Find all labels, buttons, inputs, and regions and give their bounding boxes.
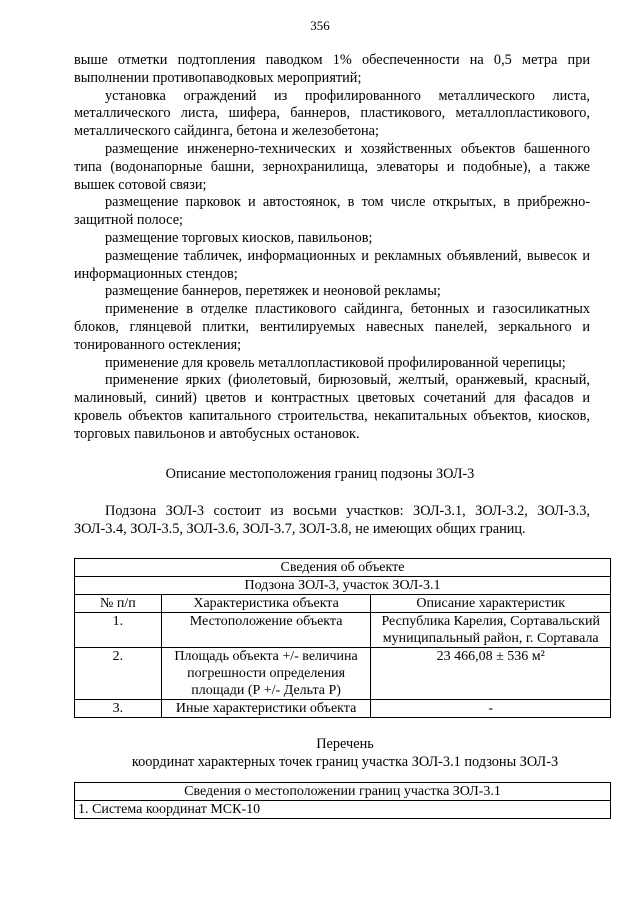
table-row (75, 613, 611, 648)
header-description: Описание характеристик (371, 595, 611, 613)
paragraph-continuation: выше отметки подтопления паводком 1% обеспеченности на 0,5 метра при выполнении противопаводковых мероприятий; (74, 52, 590, 86)
paragraph-roofing: применение для кровель металлопластиковой профилированной черепицы; (105, 354, 566, 371)
table-subtitle: Подзона ЗОЛ-3, участок ЗОЛ-3.1 (75, 577, 611, 595)
location-info-table (74, 782, 611, 819)
paragraph-parking: размещение парковок и автостоянок, в том числе открытых, в прибрежно-защитной полосе; (74, 194, 590, 229)
header-number: № п/п (75, 595, 162, 613)
row-number: 3. (75, 700, 162, 718)
location-table-title: Сведения о местоположении границ участка ЗОЛ-3.1 (75, 783, 611, 801)
row-description: 23 466,08 ± 536 м² (371, 648, 611, 700)
table-subtitle-row (75, 577, 611, 595)
header-characteristic: Характеристика объекта (161, 595, 371, 613)
table-title-row (75, 559, 611, 577)
subzone-intro: Подзона ЗОЛ-3 состоит из восьми участков: ЗОЛ-3.1, ЗОЛ-3.2, ЗОЛ-3.3, ЗОЛ-3.4, ЗОЛ-3.5, ЗОЛ-3.6, ЗОЛ-3.7, ЗОЛ-3.8, не имеющих общих границ. (74, 503, 590, 537)
paragraph-colors: применение ярких (фиолетовый, бирюзовый, желтый, оранжевый, красный, малиновый, синий) цветов и контрастных цветовых сочетаний для фасадов и кровель объектов капитального строительства, некапитальных объектов, киосков, торговых павильонов и автобусных остановок. (74, 372, 590, 442)
coordinate-system: 1. Система координат МСК-10 (75, 801, 611, 819)
table-title: Сведения об объекте (75, 559, 611, 577)
row-characteristic: Площадь объекта +/- величина погрешности определения площади (Р +/- Дельта Р) (161, 648, 371, 700)
row-characteristic: Местоположение объекта (161, 613, 371, 648)
restrictions-list (74, 52, 590, 444)
table-row (75, 700, 611, 718)
paragraph-kiosks: размещение торговых киосков, павильонов; (105, 229, 373, 246)
row-description: - (371, 700, 611, 718)
coordinates-list-title (0, 736, 640, 772)
paragraph-banners: размещение баннеров, перетяжек и неоновой рекламы; (105, 283, 441, 300)
list-title-line2: координат характерных точек границ участка ЗОЛ-3.1 подзоны ЗОЛ-3 (131, 753, 559, 770)
list-title-line1: Перечень (316, 736, 374, 752)
row-number: 2. (75, 648, 162, 700)
location-title-row (75, 783, 611, 801)
row-characteristic: Иные характеристики объекта (161, 700, 371, 718)
table-header-row (75, 595, 611, 613)
paragraph-finishing: применение в отделке пластикового сайдинга, бетонных и газосиликатных блоков, глянцевой плитки, вентилируемых навесных панелей, зеркального и тонированного остекления; (74, 301, 590, 353)
page-number: 356 (310, 18, 330, 33)
paragraph-fences: установка ограждений из профилированного металлического листа, металлического листа, шифера, баннеров, пластикового, металлопластикового, металлического сайдинга, бетона и железобетона; (74, 87, 590, 140)
table-row (75, 648, 611, 700)
location-row (75, 801, 611, 819)
section-heading: Описание местоположения границ подзоны ЗОЛ-3 (165, 466, 475, 482)
row-description: Республика Карелия, Сортавальский муниципальный район, г. Сортавала (371, 613, 611, 648)
paragraph-tower-objects: размещение инженерно-технических и хозяйственных объектов башенного типа (водонапорные башни, зернохранилища, элеваторы и подобные), а также вышек сотовой связи; (74, 140, 590, 193)
object-info-table (74, 558, 611, 718)
row-number: 1. (75, 613, 162, 648)
paragraph-signs: размещение табличек, информационных и рекламных объявлений, вывесок и информационных стендов; (74, 247, 590, 282)
